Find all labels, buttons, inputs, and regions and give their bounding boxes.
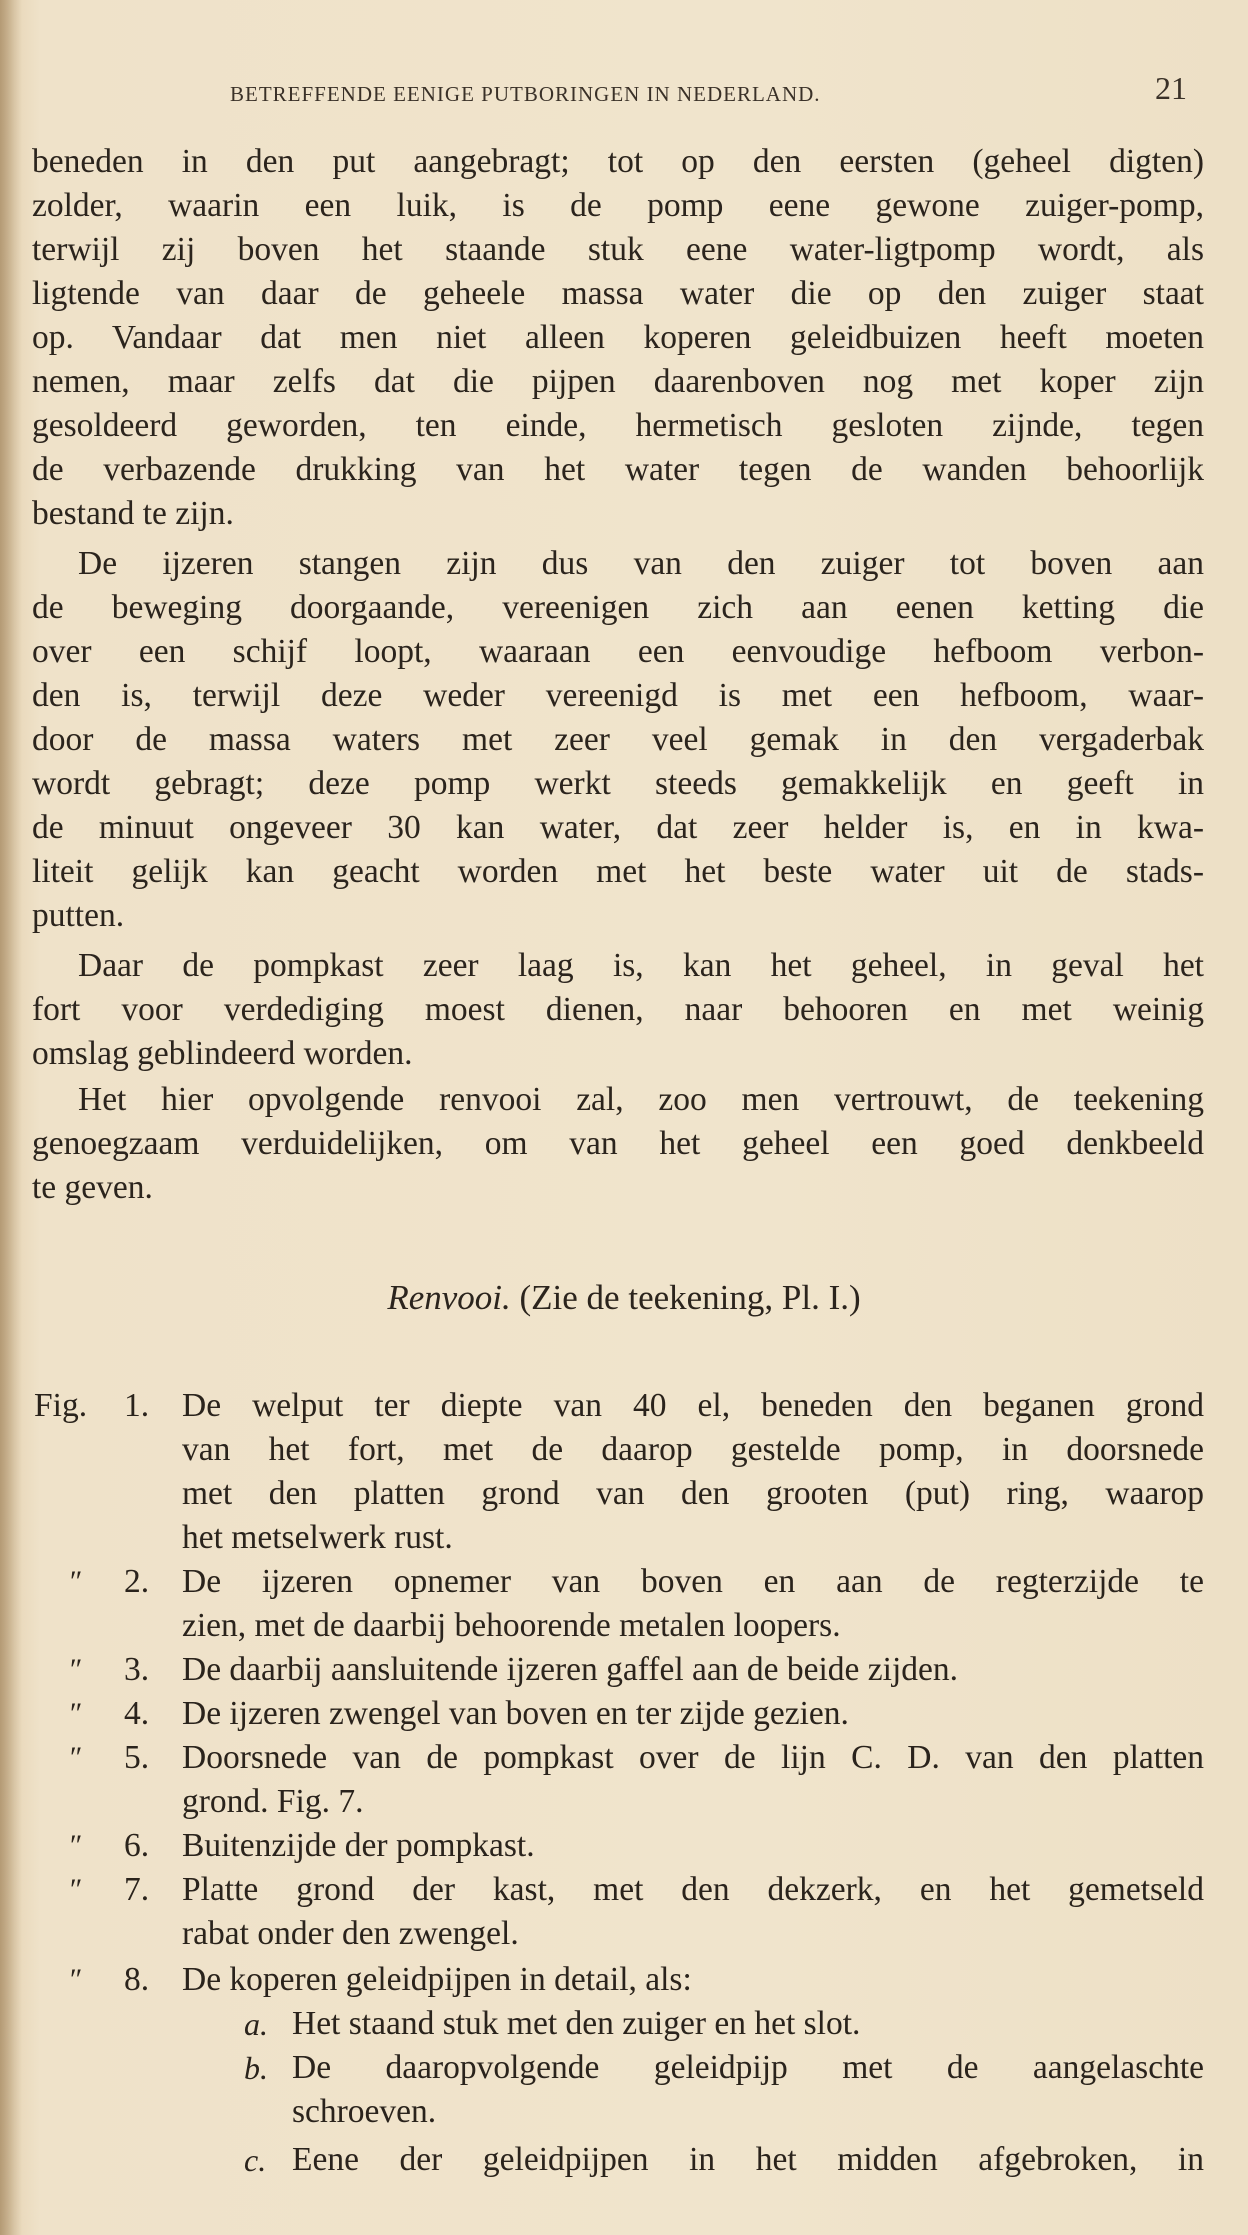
item-line: het metselwerk rust. — [182, 1519, 453, 1556]
body-line: putten. — [32, 897, 125, 934]
sub-item-letter: b. — [244, 2050, 268, 2086]
body-line: omslag geblindeerd worden. — [32, 1035, 413, 1072]
item-line: Doorsnede van de pompkast over de lijn C. D. van den platten — [182, 1739, 1204, 1776]
item-number: 1. — [124, 1387, 150, 1424]
item-line: De koperen geleidpijpen in detail, als: — [182, 1961, 692, 1998]
item-number: 5. — [124, 1739, 150, 1776]
body-line: te geven. — [32, 1169, 153, 1206]
body-line: liteit gelijk kan geacht worden met het beste water uit de stads- — [32, 853, 1204, 890]
item-line: Platte grond der kast, met den dekzerk, en het gemetseld — [182, 1871, 1204, 1908]
body-line: fort voor verdediging moest dienen, naar behooren en met weinig — [32, 991, 1204, 1028]
body-line: terwijl zij boven het staande stuk eene water-ligtpomp wordt, als — [32, 231, 1204, 268]
page-number: 21 — [1155, 70, 1187, 106]
item-number: 8. — [124, 1961, 150, 1998]
sub-item-letter: a. — [244, 2006, 268, 2042]
item-number: 2. — [124, 1563, 150, 1600]
body-line: den is, terwijl deze weder vereenigd is met een hefboom, waar- — [32, 677, 1204, 714]
ditto-mark: ″ — [68, 1829, 81, 1862]
item-line: De ijzeren zwengel van boven en ter zijde gezien. — [182, 1695, 849, 1732]
body-line: de minuut ongeveer 30 kan water, dat zeer helder is, en in kwa- — [32, 809, 1204, 846]
body-line: ligtende van daar de geheele massa water die op den zuiger staat — [32, 275, 1204, 312]
renvooi-title: Renvooi. — [387, 1278, 511, 1317]
item-line: De daarbij aansluitende ijzeren gaffel aan de beide zijden. — [182, 1651, 959, 1688]
body-line: genoegzaam verduidelijken, om van het geheel een goed denkbeeld — [32, 1125, 1204, 1162]
item-line: De welput ter diepte van 40 el, beneden den beganen grond — [182, 1387, 1204, 1424]
sub-item-letter: c. — [244, 2142, 267, 2178]
item-line: met den platten grond van den grooten (put) ring, waarop — [182, 1475, 1204, 1512]
body-line: de verbazende drukking van het water tegen de wanden behoorlijk — [32, 451, 1204, 488]
item-line: Buitenzijde der pompkast. — [182, 1827, 535, 1864]
body-line: door de massa waters met zeer veel gemak in den vergaderbak — [32, 721, 1204, 758]
renvooi-subtitle: (Zie de teekening, Pl. I.) — [519, 1278, 861, 1317]
body-line: De ijzeren stangen zijn dus van den zuiger tot boven aan — [78, 545, 1204, 582]
sub-item-line: De daaropvolgende geleidpijp met de aangelaschte — [292, 2049, 1204, 2086]
sub-item-line: Het staand stuk met den zuiger en het slot. — [292, 2005, 861, 2042]
body-line: beneden in den put aangebragt; tot op den eersten (geheel digten) — [32, 143, 1204, 180]
ditto-mark: ″ — [68, 1653, 81, 1686]
item-number: 7. — [124, 1871, 150, 1908]
sub-item-line: schroeven. — [292, 2093, 437, 2130]
item-line: van het fort, met de daarop gestelde pomp, in doorsnede — [182, 1431, 1204, 1468]
body-line: bestand te zijn. — [32, 495, 234, 532]
ditto-mark: ″ — [68, 1963, 81, 1996]
body-line: op. Vandaar dat men niet alleen koperen geleidbuizen heeft moeten — [32, 319, 1204, 356]
sub-item-line: Eene der geleidpijpen in het midden afgebroken, in — [292, 2141, 1204, 2178]
item-line: grond. Fig. 7. — [182, 1783, 364, 1820]
page-gutter-shadow — [0, 0, 22, 2235]
body-line: over een schijf loopt, waaraan een eenvoudige hefboom verbon- — [32, 633, 1204, 670]
body-line: Daar de pompkast zeer laag is, kan het geheel, in geval het — [78, 947, 1204, 984]
body-line: wordt gebragt; deze pomp werkt steeds gemakkelijk en geeft in — [32, 765, 1204, 802]
body-line: nemen, maar zelfs dat die pijpen daarenboven nog met koper zijn — [32, 363, 1204, 400]
item-number: 6. — [124, 1827, 150, 1864]
ditto-mark: ″ — [68, 1873, 81, 1906]
item-number: 3. — [124, 1651, 150, 1688]
item-number: 4. — [124, 1695, 150, 1732]
item-line: De ijzeren opnemer van boven en aan de regterzijde te — [182, 1563, 1204, 1600]
body-line: zolder, waarin een luik, is de pomp eene gewone zuiger-pomp, — [32, 187, 1204, 224]
fig-label: Fig. — [34, 1387, 88, 1424]
body-line: de beweging doorgaande, vereenigen zich aan eenen ketting die — [32, 589, 1204, 626]
ditto-mark: ″ — [68, 1697, 81, 1730]
ditto-mark: ″ — [68, 1741, 81, 1774]
ditto-mark: ″ — [68, 1565, 81, 1598]
body-line: Het hier opvolgende renvooi zal, zoo men vertrouwt, de teekening — [78, 1081, 1204, 1118]
item-line: rabat onder den zwengel. — [182, 1915, 519, 1952]
body-line: gesoldeerd geworden, ten einde, hermetisch gesloten zijnde, tegen — [32, 407, 1204, 444]
item-line: zien, met de daarbij behoorende metalen loopers. — [182, 1607, 841, 1644]
running-title: BETREFFENDE EENIGE PUTBORINGEN IN NEDERLAND. — [230, 82, 821, 106]
renvooi-heading — [0, 1278, 1248, 1318]
